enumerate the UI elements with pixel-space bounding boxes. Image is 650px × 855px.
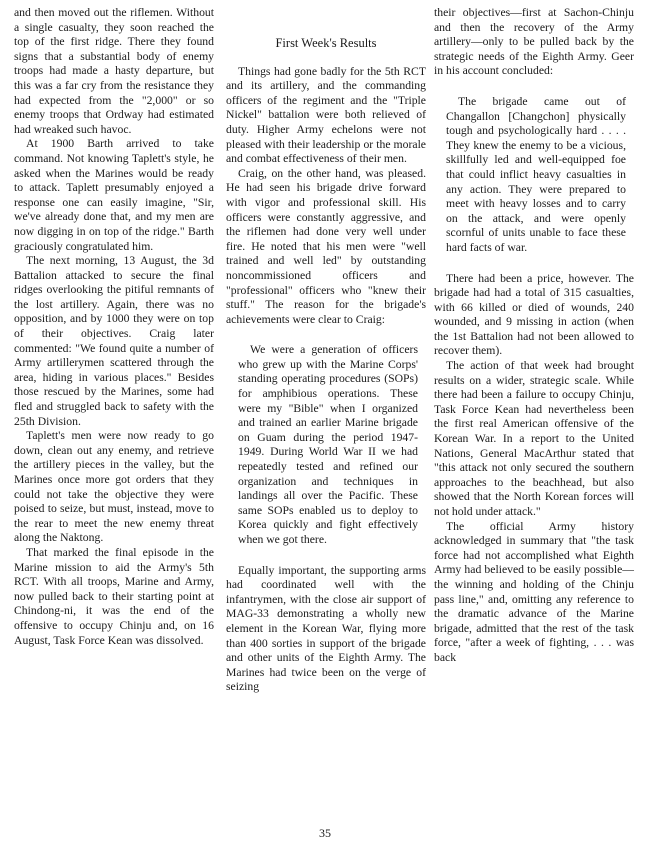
paragraph: Craig, on the other hand, was pleased. He had seen his brigade drive forward with vigor and professional skill. His officers were constantly aggressive, and the riflemen had done very well under fire. He noted that his men were "well trained and well led" by outstanding noncommissioned officers and "professional" officers who "knew their stuff." The reason for the brigade's achievements were clear to Craig:	[226, 166, 426, 326]
quote-text: We were a generation of officers who grew up with the Marine Corps' standing operating procedures (SOPs) for amphibious operations. These were my "Bible" when I organized and trained an earlier Marine brigade on Guam during the period 1947-1949. During World War II we had repeatedly tested and refined our organization and techniques in landings all over the Pacific. These same SOPs enabled us to deploy to Korea quickly and fight effectively when we got there.	[238, 343, 418, 546]
column-left	[14, 6, 214, 648]
paragraph: There had been a price, however. The brigade had had a total of 315 casualties, with 66 killed or died of wounds, 240 wounded, and 9 missing in action (when the 1st Battalion had not been allowed to recover them).	[434, 271, 634, 358]
block-quote	[446, 95, 626, 256]
paragraph: At 1900 Barth arrived to take command. Not knowing Taplett's style, he asked when the Marines would be ready to attack. Taplett presumably enjoyed a response one can easily imagine, "Sir, we've already done that, and my men are now digging in on top of the ridge." Barth graciously congratulated him.	[14, 137, 214, 253]
paragraph: Things had gone badly for the 5th RCT and its artillery, and the commanding officers of the regiment and the "Triple Nickel" battalion were both relieved of duty. Higher Army echelons were not pleased with their leadership or the morale and combat effectiveness of their men.	[226, 64, 426, 166]
paragraph: The official Army history acknowledged in summary that "the task force had not accomplished what Eighth Army had believed to be easily possible—the winning and holding of the Chinju pass line," and, omitting any reference to the dramatic advance of the Marine brigade, admitted that the rest of the task force, "after a week of fighting, . . . was back	[434, 519, 634, 664]
column-middle	[226, 6, 426, 695]
quote-text: The brigade came out of Changallon [Changchon] physically tough and psychologically hard . . . . They knew the enemy to be a vicious, skillfully led and well-equipped foe that could inflict heavy casualties in any action. They were prepared to meet with heavy losses and to carry on the attack, and were openly scornful of units unable to face these hard facts of war.	[446, 94, 626, 254]
paragraph: Equally important, the supporting arms had coordinated well with the infantrymen, with the close air support of MAG-33 demonstrating a wholly new element in the Korean War, flying more than 400 sorties in support of the brigade and other units of the Eighth Army. The Marines had twice been on the verge of seizing	[226, 563, 426, 694]
paragraph: That marked the final episode in the Marine mission to aid the Army's 5th RCT. With all troops, Marine and Army, now pulled back to their starting point at Chindong-ni, it was the end of the offensive to occupy Chinju and, on 16 August, Task Force Kean was dissolved.	[14, 545, 214, 647]
paragraph: The next morning, 13 August, the 3d Battalion attacked to secure the final ridges overlooking the pitiful remnants of the lost artillery. Again, there was no opposition, and by 1000 they were on top of their objectives. Craig later commented: "We found quite a number of Army artillerymen scattered through the area, hiding in various places." Besides those rescued by the Marines, some had fled and struggled back to safety with the 25th Division.	[14, 254, 214, 428]
block-quote	[238, 343, 418, 547]
column-right	[434, 6, 634, 666]
section-heading: First Week's Results	[275, 36, 377, 50]
page-number: 35	[319, 826, 331, 840]
paragraph: their objectives—first at Sachon-Chinju and then the recovery of the Army artillery—only to be pulled back by the strategic needs of the Eighth Army. Geer in his account concluded:	[434, 6, 634, 78]
paragraph: The action of that week had brought results on a wider, strategic scale. While there had been a failure to occupy Chinju, Task Force Kean had nevertheless been the first real American offensive of the Korean War. In a report to the United Nations, General MacArthur stated that "this attack not only secured the southern approaches to the beachhead, but also showed that the North Korean forces will not hold under attack."	[434, 359, 634, 518]
paragraph: and then moved out the riflemen. Without a single casualty, they soon reached the top of the first ridge. There they found signs that a substantial body of enemy troops had made a hasty departure, but this was a far cry from the resistance they had expected from the "2,000" or so enemy troops that Ordway had estimated had wreaked such havoc.	[14, 6, 214, 136]
paragraph: Taplett's men were now ready to go down, clean out any enemy, and retrieve the artillery pieces in the valley, but the Marines once more got orders that they could not take the objective they were poised to seize, but must, instead, move to the rear to meet the new enemy threat along the Naktong.	[14, 429, 214, 545]
